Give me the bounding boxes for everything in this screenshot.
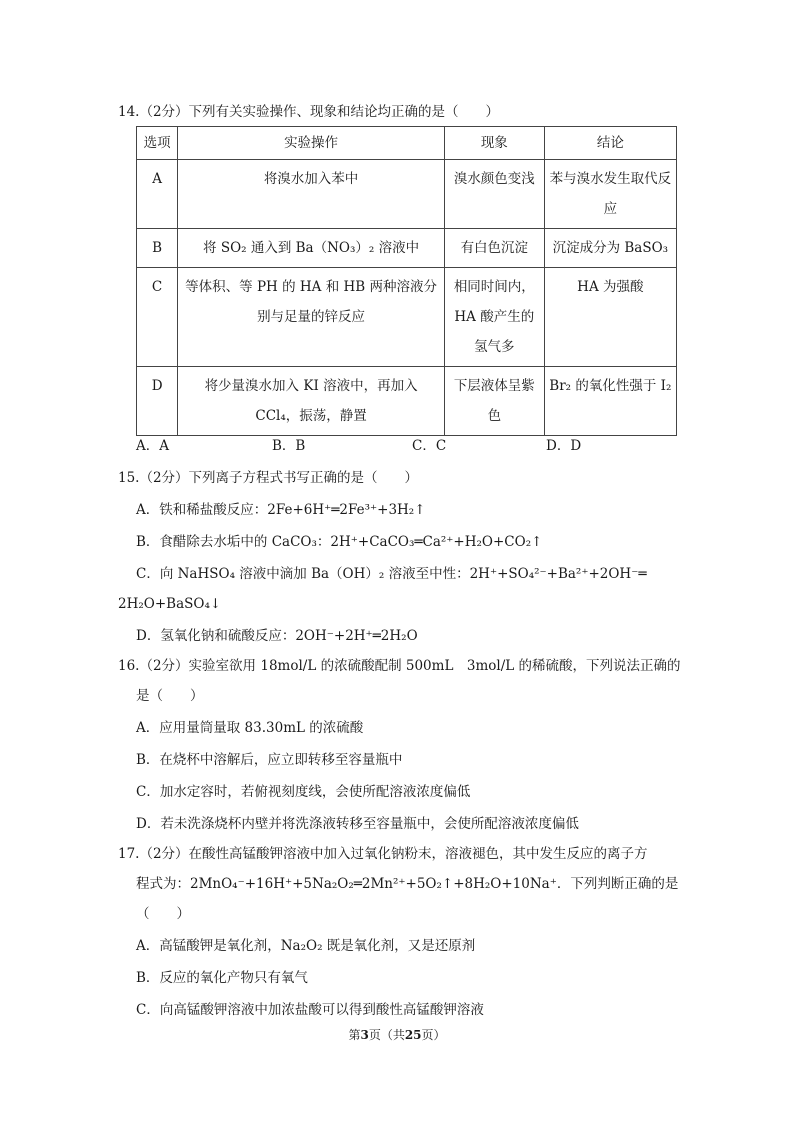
table-header-row — [137, 127, 677, 160]
q17-option-a[interactable]: A．高锰酸钾是氧化剂，Na₂O₂ 既是氧化剂，又是还原剂 — [136, 938, 476, 954]
row-conclusion: Br₂ 的氧化性强于 I₂ — [544, 367, 676, 436]
q15-option-b[interactable]: B．食醋除去水垢中的 CaCO₃：2H⁺+CaCO₃═Ca²⁺+H₂O+CO₂↑ — [136, 534, 543, 550]
q14-choice-b[interactable]: B．B — [272, 438, 306, 454]
row-phenomenon: 有白色沉淀 — [444, 229, 544, 268]
q16-option-b[interactable]: B．在烧杯中溶解后，应立即转移至容量瓶中 — [136, 752, 403, 768]
q14-choice-a[interactable]: A．A — [136, 438, 169, 454]
row-operation: 等体积、等 PH 的 HA 和 HB 两种溶液分别与足量的锌反应 — [178, 268, 445, 367]
table-row — [137, 268, 677, 367]
q16-option-c[interactable]: C．加水定容时，若俯视刻度线，会使所配溶液浓度偏低 — [136, 784, 471, 800]
q16-option-d[interactable]: D．若未洗涤烧杯内壁并将洗涤液转移至容量瓶中，会使所配溶液浓度偏低 — [136, 816, 579, 832]
footer-total-pages: 25 — [404, 1028, 422, 1042]
q16-stem: 16.（2分）实验室欲用 18mol/L 的浓硫酸配制 500mL 3mol/L 的稀硫酸，下列说法正确的 — [118, 658, 681, 674]
q17-answer-blank: （ ） — [136, 906, 190, 922]
footer-prefix: 第 — [348, 1028, 361, 1042]
page-footer — [0, 1026, 794, 1043]
row-operation: 将 SO₂ 通入到 Ba（NO₃）₂ 溶液中 — [178, 229, 445, 268]
experiment-table — [136, 126, 677, 436]
header-phenomenon: 现象 — [444, 127, 544, 160]
row-phenomenon: 相同时间内，HA 酸产生的氢气多 — [444, 268, 544, 367]
row-conclusion: 沉淀成分为 BaSO₃ — [544, 229, 676, 268]
q15-option-a[interactable]: A．铁和稀盐酸反应：2Fe+6H⁺═2Fe³⁺+3H₂↑ — [136, 502, 426, 518]
q15-option-c[interactable]: C．向 NaHSO₄ 溶液中滴加 Ba（OH）₂ 溶液至中性：2H⁺+SO₄²⁻+Ba²⁺+2OH⁻═ — [136, 566, 647, 582]
row-option: B — [137, 229, 178, 268]
row-option: C — [137, 268, 178, 367]
row-phenomenon: 溴水颜色变浅 — [444, 160, 544, 229]
q17-stem-continued: 程式为：2MnO₄⁻+16H⁺+5Na₂O₂═2Mn²⁺+5O₂↑+8H₂O+10Na⁺．下列判断正确的是 — [136, 876, 679, 892]
q14-choices — [136, 436, 696, 456]
row-conclusion: 苯与溴水发生取代反应 — [544, 160, 676, 229]
row-operation: 将少量溴水加入 KI 溶液中，再加入 CCl₄，振荡，静置 — [178, 367, 445, 436]
row-option: D — [137, 367, 178, 436]
row-conclusion: HA 为强酸 — [544, 268, 676, 367]
table-row — [137, 367, 677, 436]
q17-option-b[interactable]: B．反应的氧化产物只有氧气 — [136, 970, 308, 986]
q15-option-c-continued: 2H₂O+BaSO₄↓ — [118, 596, 222, 612]
q15-stem: 15.（2分）下列离子方程式书写正确的是（ ） — [118, 470, 419, 486]
footer-suffix: 页） — [421, 1028, 446, 1042]
header-operation: 实验操作 — [178, 127, 445, 160]
q16-option-a[interactable]: A．应用量筒量取 83.30mL 的浓硫酸 — [136, 720, 364, 736]
row-operation: 将溴水加入苯中 — [178, 160, 445, 229]
q14-stem: 14.（2分）下列有关实验操作、现象和结论均正确的是（ ） — [118, 104, 500, 120]
footer-page-number: 3 — [360, 1028, 369, 1042]
footer-middle: 页（共 — [368, 1028, 405, 1042]
q15-option-d[interactable]: D．氢氧化钠和硫酸反应：2OH⁻+2H⁺═2H₂O — [136, 628, 418, 644]
header-option: 选项 — [137, 127, 178, 160]
row-phenomenon: 下层液体呈紫色 — [444, 367, 544, 436]
table-row — [137, 160, 677, 229]
q17-stem: 17.（2分）在酸性高锰酸钾溶液中加入过氧化钠粉末，溶液褪色，其中发生反应的离子方 — [118, 846, 648, 862]
header-conclusion: 结论 — [544, 127, 676, 160]
q16-stem-continued: 是（ ） — [136, 688, 204, 704]
q14-choice-d[interactable]: D．D — [546, 438, 582, 454]
q17-option-c[interactable]: C．向高锰酸钾溶液中加浓盐酸可以得到酸性高锰酸钾溶液 — [136, 1002, 484, 1018]
row-option: A — [137, 160, 178, 229]
table-row — [137, 229, 677, 268]
q14-choice-c[interactable]: C．C — [412, 438, 447, 454]
